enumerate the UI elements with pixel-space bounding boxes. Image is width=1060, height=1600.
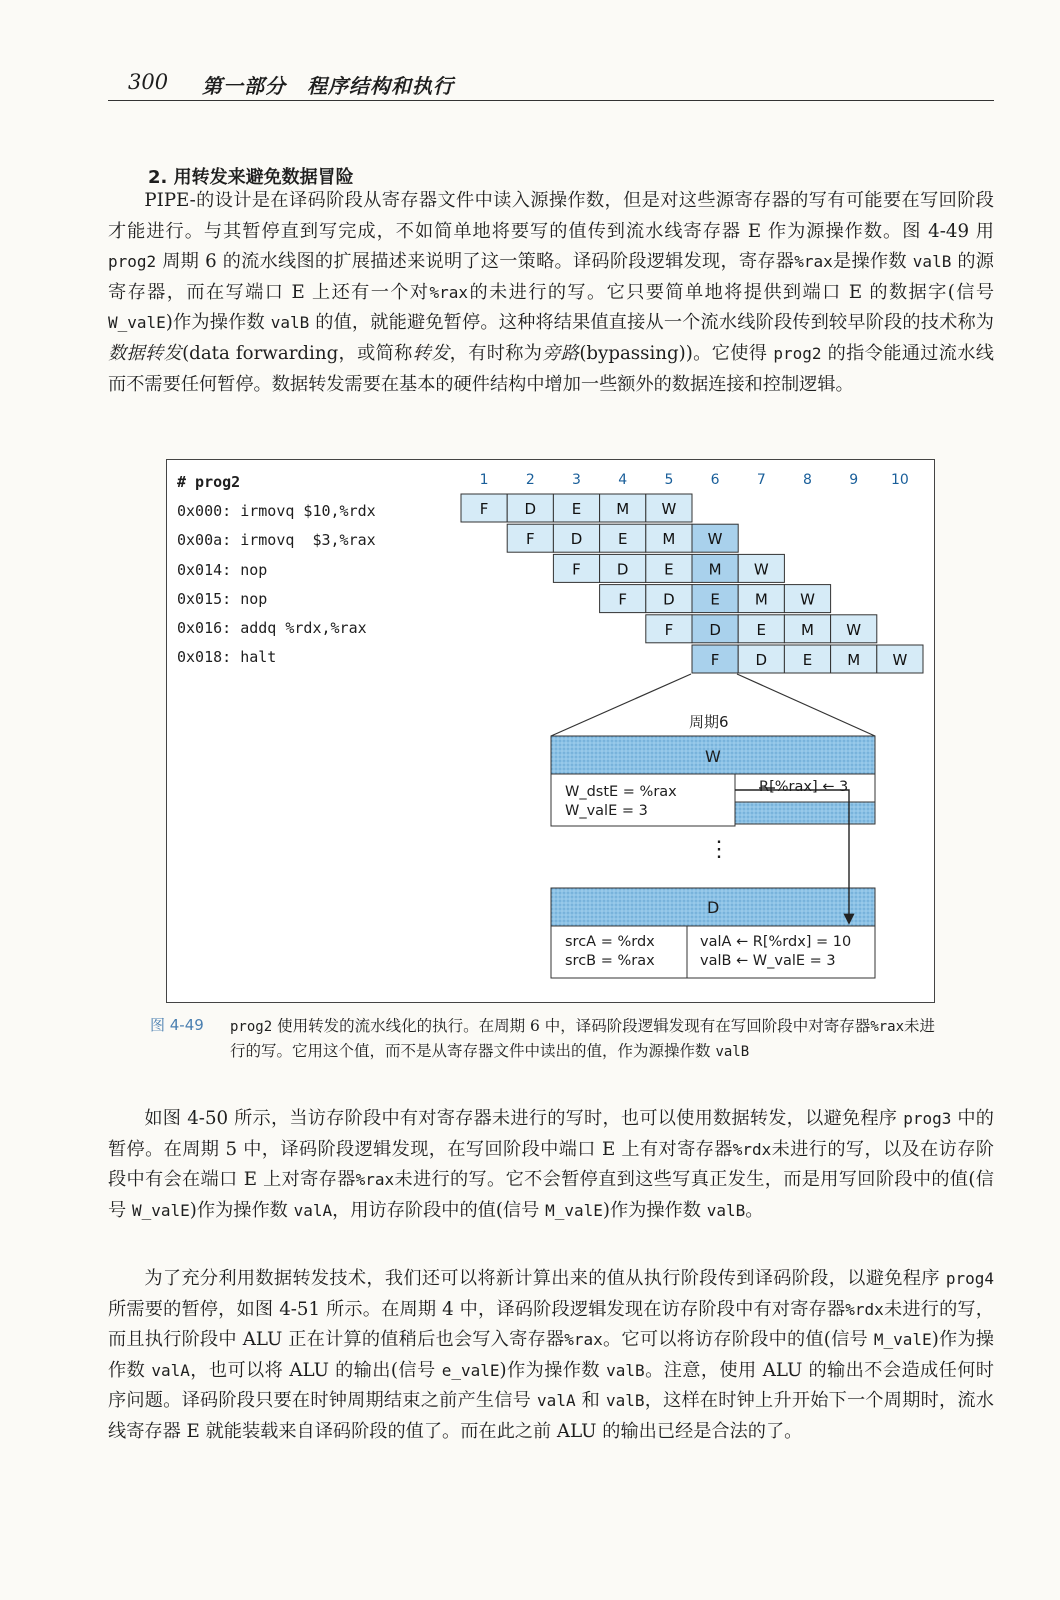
page-number: 300 [128,70,169,94]
zoom-cycle-title: 周期6 [689,713,729,731]
pipeline-diagram [167,460,934,1002]
stage-label: E [756,620,767,639]
stage-label: W [661,500,677,518]
code-line: 0x015: nop [177,589,268,608]
stage-label: W [892,651,908,669]
stage-label: F [664,620,674,639]
running-header: 第一部分 程序结构和执行 [202,74,454,98]
cycle-label: 5 [664,472,674,488]
stage-label: E [664,560,674,579]
stage-label: M [754,590,768,609]
code-line: 0x018: halt [177,648,277,667]
stage-label: E [802,651,813,669]
figure-caption: prog2 使用转发的流水线化的执行。在周期 6 中，译码阶段逻辑发现有在写回阶段中对寄存器%rax未进行的写。它用这个值，而不是从寄存器文件中读出的值，作为源操作数 valB [230,1017,936,1060]
W-valE: W_valE = 3 [565,803,648,819]
ellipsis: ⋮ [708,837,730,862]
W-register-label: W [705,747,721,766]
stage-label: M [708,560,722,579]
figure-caption-label: 图 4-49 [150,1016,204,1034]
stage-label: E [571,500,582,518]
stage-label: D [524,500,537,518]
figure-4-49 [166,459,935,1003]
W-fields [565,783,677,821]
stage-label: D [755,651,768,669]
section-title: 2. 用转发来避免数据冒险 [148,167,354,188]
paragraph-3: 为了充分利用数据转发技术，我们还可以将新计算出来的值从执行阶段传到译码阶段，以避免程序 prog4 所需要的暂停，如图 4-51 所示。在周期 4 中，译码阶段逻辑发现在访存阶段中有对寄存器%rdx未进行的写，而且执行阶段中 ALU 正在计算的值稍后也会写入寄存器%rax。它可以将访存阶段中的值(信号 M_valE)作为操作数 valA，也可以将 ALU 的输出(信号 e_valE)作为操作数 valB。注意，使用 ALU 的输出不会造成任何时序问题。译码阶段只要在时钟周期结束之前产生信号 valA 和 valB，这样在时钟上升开始下一个周期时，流水线寄存器 E 就能装载来自译码阶段的值了。而在此之前 ALU 的输出已经是合法的了。 [108,1268,994,1442]
cycle-label: 8 [803,472,812,488]
code-line: 0x014: nop [177,560,268,579]
paragraph-2: 如图 4-50 所示，当访存阶段中有对寄存器未进行的写时，也可以使用数据转发，以避免程序 prog3 中的暂停。在周期 5 中，译码阶段逻辑发现，在写回阶段中端口 E 上有对寄存器%rdx未进行的写，以及在访存阶段中有会在端口 E 上对寄存器%rax未进行的写。它不会暂停直到这些写真正发生，而是用写回阶段中的值(信号 W_valE)作为操作数 valA，用访存阶段中的值(信号 M_valE)作为操作数 valB。 [108,1108,994,1221]
cycle-label: 6 [710,472,720,488]
stage-label: W [846,620,862,639]
stage-label: F [479,500,489,518]
stage-label: M [616,500,630,518]
header-rule [108,100,994,101]
paragraph-1: PIPE-的设计是在译码阶段从寄存器文件中读入源操作数，但是对这些源寄存器的写有可能要在写回阶段才能进行。与其暂停直到写完成，不如简单地将要写的值传到流水线寄存器 E 作为源操作数。图 4-49 用 prog2 周期 6 的流水线图的扩展描述来说明了这一策略。译码阶段逻辑发现，寄存器%rax是操作数 valB 的源寄存器，而在写端口 E 上还有一个对%rax的未进行的写。它只要简单地将提供到端口 E 的数据字(信号 W_valE)作为操作数 valB 的值，就能避免暂停。这种将结果值直接从一个流水线阶段传到较早阶段的技术称为数据转发(data forwarding，或简称转发，有时称为旁路(bypassing))。它使得 prog2 的指令能通过流水线而不需要任何暂停。数据转发需要在基本的硬件结构中增加一些额外的数据连接和控制逻辑。 [108,190,995,395]
stage-label: D [570,530,583,549]
stage-label: E [617,530,628,549]
stage-label: M [847,651,861,669]
stage-label: M [801,620,814,639]
srcB: srcB = %rax [565,953,655,969]
stage-label: D [663,590,675,609]
code-line: 0x00a: irmovq $3,%rax [177,531,376,550]
stage-label: E [710,590,720,609]
cycle-label: 2 [525,472,535,488]
stage-label: F [710,651,720,669]
stage-label: D [616,560,629,579]
cycle-label: 1 [479,472,489,488]
code-line: 0x000: irmovq $10,%rdx [177,502,376,521]
stage-label: W [753,560,769,579]
cycle-label: 7 [756,472,766,488]
stage-label: W [800,590,815,609]
D-val-fields [700,933,851,971]
valA: valA ← R[%rdx] = 10 [700,934,852,950]
code-line: 0x016: addq %rdx,%rax [177,619,367,638]
stage-label: M [662,530,676,549]
cycle-label: 4 [618,472,628,488]
zoom-line-left [551,674,691,736]
D-register-label: D [707,898,720,917]
code-line: # prog2 [177,473,241,491]
cycle-label: 3 [572,472,581,488]
stage-label: F [618,590,628,609]
stage-label: D [709,620,721,639]
valB: valB ← W_valE = 3 [700,953,836,969]
zoom-line-right [737,674,875,736]
stage-label: F [572,560,581,579]
cycle-label: 10 [890,472,909,488]
stage-label: F [525,530,535,549]
stage-label: W [707,530,723,549]
W-dstE: W_dstE = %rax [565,784,677,800]
term-data-forwarding: 数据转发 [108,342,183,364]
register-write-text: R[%rax] ← 3 [759,779,849,795]
cycle-label: 9 [849,472,859,488]
srcA: srcA = %rdx [565,934,655,950]
D-src-fields [565,933,655,971]
